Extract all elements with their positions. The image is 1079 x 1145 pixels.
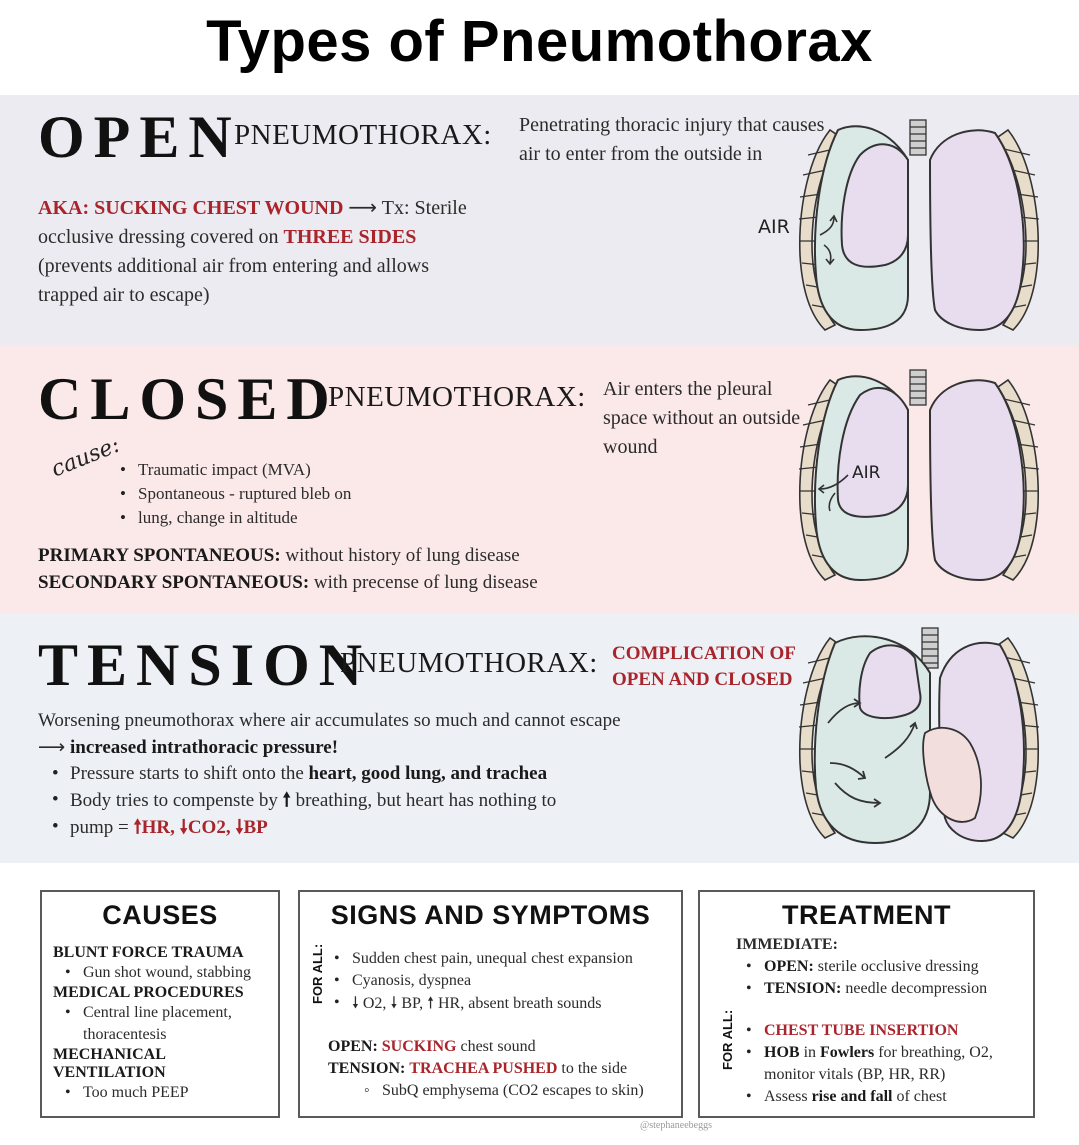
open-tx: Tx: Sterile [381,197,467,219]
tension-lungs-illustration [790,623,1050,853]
list-item: • 🠗 O2, 🠗 BP, 🠕 HR, absent breath sounds [332,992,633,1015]
complication-line-1: COMPLICATION OF [612,643,796,664]
list-item: • TENSION: needle decompression [744,978,1031,1000]
up-arrow-icon: 🠕 [133,816,142,838]
open-aka: AKA: SUCKING CHEST WOUND [38,197,344,219]
treatment-list [744,1020,1029,1108]
closed-air-label: AIR [852,463,881,483]
open-heading: OPEN [38,104,241,170]
right-arrow-icon: ⟶ [348,195,378,219]
list-item: • Too much PEEP [63,1082,281,1104]
closed-lungs-illustration [790,365,1050,595]
signs-box [298,890,683,1118]
causes-h3: MECHANICAL VENTILATION [53,1046,166,1081]
open-subheading: PNEUMOTHORAX: [234,119,492,151]
list-item: ◦ SubQ emphysema (CO2 escapes to skin) [362,1080,644,1102]
secondary-label: SECONDARY SPONTANEOUS: [38,572,310,593]
closed-subheading: PNEUMOTHORAX: [328,381,586,413]
list-item: • CHEST TUBE INSERTION [744,1020,1029,1042]
causes-heading: CAUSES [102,900,218,930]
open-line4: trapped air to escape) [38,284,210,306]
list-item: • HOB in Fowlers for breathing, O2, monitor vitals (BP, HR, RR) [744,1042,1029,1086]
treatment-heading: TREATMENT [782,900,951,930]
open-definition: Penetrating thoracic injury that causes air to enter from the outside in [519,114,825,165]
tension-bullets [50,761,738,841]
list-item: • Body tries to compenste by 🠕 breathing, but heart has nothing to [50,787,738,814]
tension-complication [612,641,796,693]
signs-for-all: FOR ALL: [310,943,325,1004]
up-arrow-icon: 🠕 [427,993,434,1012]
treatment-for-all: FOR ALL: [720,1009,735,1070]
down-arrow-icon: 🠗 [390,993,398,1012]
closed-causes-list [118,458,351,530]
open-section [0,95,1079,345]
signs-heading: SIGNS AND SYMPTOMS [330,900,651,930]
open-line3: (prevents additional air from entering and allows [38,255,429,277]
closed-heading: CLOSED [38,366,339,432]
tension-description [38,708,738,841]
list-item: • OPEN: sterile occlusive dressing [744,956,1031,978]
primary-text: without history of lung disease [285,545,520,566]
list-item: • Cyanosis, dyspnea [332,970,633,992]
list-item: • Central line placement, thoracentesis [63,1002,281,1046]
trachea-icon [910,120,926,155]
down-arrow-icon: 🠗 [179,816,188,838]
list-item: • Spontaneous - ruptured bleb on [118,482,351,506]
tension-line2-row [38,734,738,761]
cause-label: cause: [47,432,124,483]
tension-subheading: PNEUMOTHORAX: [340,647,598,679]
open-air-label: AIR [758,216,790,238]
up-arrow-icon: 🠕 [282,789,291,811]
secondary-text: with precense of lung disease [313,572,538,593]
tension-line1: Worsening pneumothorax where air accumulates so much and cannot escape [38,710,621,731]
signs-list [332,948,633,1015]
immediate-label: IMMEDIATE: [736,936,838,953]
list-item: • lung, change in altitude [118,506,351,530]
list-item: • Assess rise and fall of chest [744,1086,1029,1108]
tension-section [0,613,1079,863]
closed-section [0,345,1079,613]
down-arrow-icon: 🠗 [352,993,359,1012]
list-item: • Pressure starts to shift onto the heart, good lung, and trachea [50,761,738,787]
causes-box [40,890,280,1118]
list-item: • Gun shot wound, stabbing [63,962,281,984]
right-arrow-icon: ⟶ [38,736,66,758]
tension-line2: increased intrathoracic pressure! [70,737,339,758]
list-item: • Traumatic impact (MVA) [118,458,351,482]
closed-spontaneous [38,542,538,596]
open-description [38,193,518,310]
closed-definition: Air enters the pleural space without an outside wound [603,378,801,458]
causes-h1: BLUNT FORCE TRAUMA [53,944,244,961]
tension-heading: TENSION [38,632,372,698]
signs-specific: OPEN: SUCKING chest sound TENSION: TRACHEA PUSHED to the side ◦ SubQ emphysema (CO2 escapes to skin) [328,1036,644,1102]
open-three-sides: THREE SIDES [283,226,417,248]
down-arrow-icon: 🠗 [235,816,244,838]
credit-watermark: @stephaneebeggs [640,1120,712,1131]
primary-label: PRIMARY SPONTANEOUS: [38,545,281,566]
complication-line-2: OPEN AND CLOSED [612,669,793,690]
causes-h2: MEDICAL PROCEDURES [53,984,244,1001]
open-lungs-illustration [758,115,1050,340]
page-title: Types of Pneumothorax [206,9,873,74]
treatment-box [698,890,1035,1118]
list-item: • pump = 🠕HR, 🠗CO2, 🠗BP [50,814,738,841]
list-item: • Sudden chest pain, unequal chest expansion [332,948,633,970]
open-line2: occlusive dressing covered on [38,226,279,248]
